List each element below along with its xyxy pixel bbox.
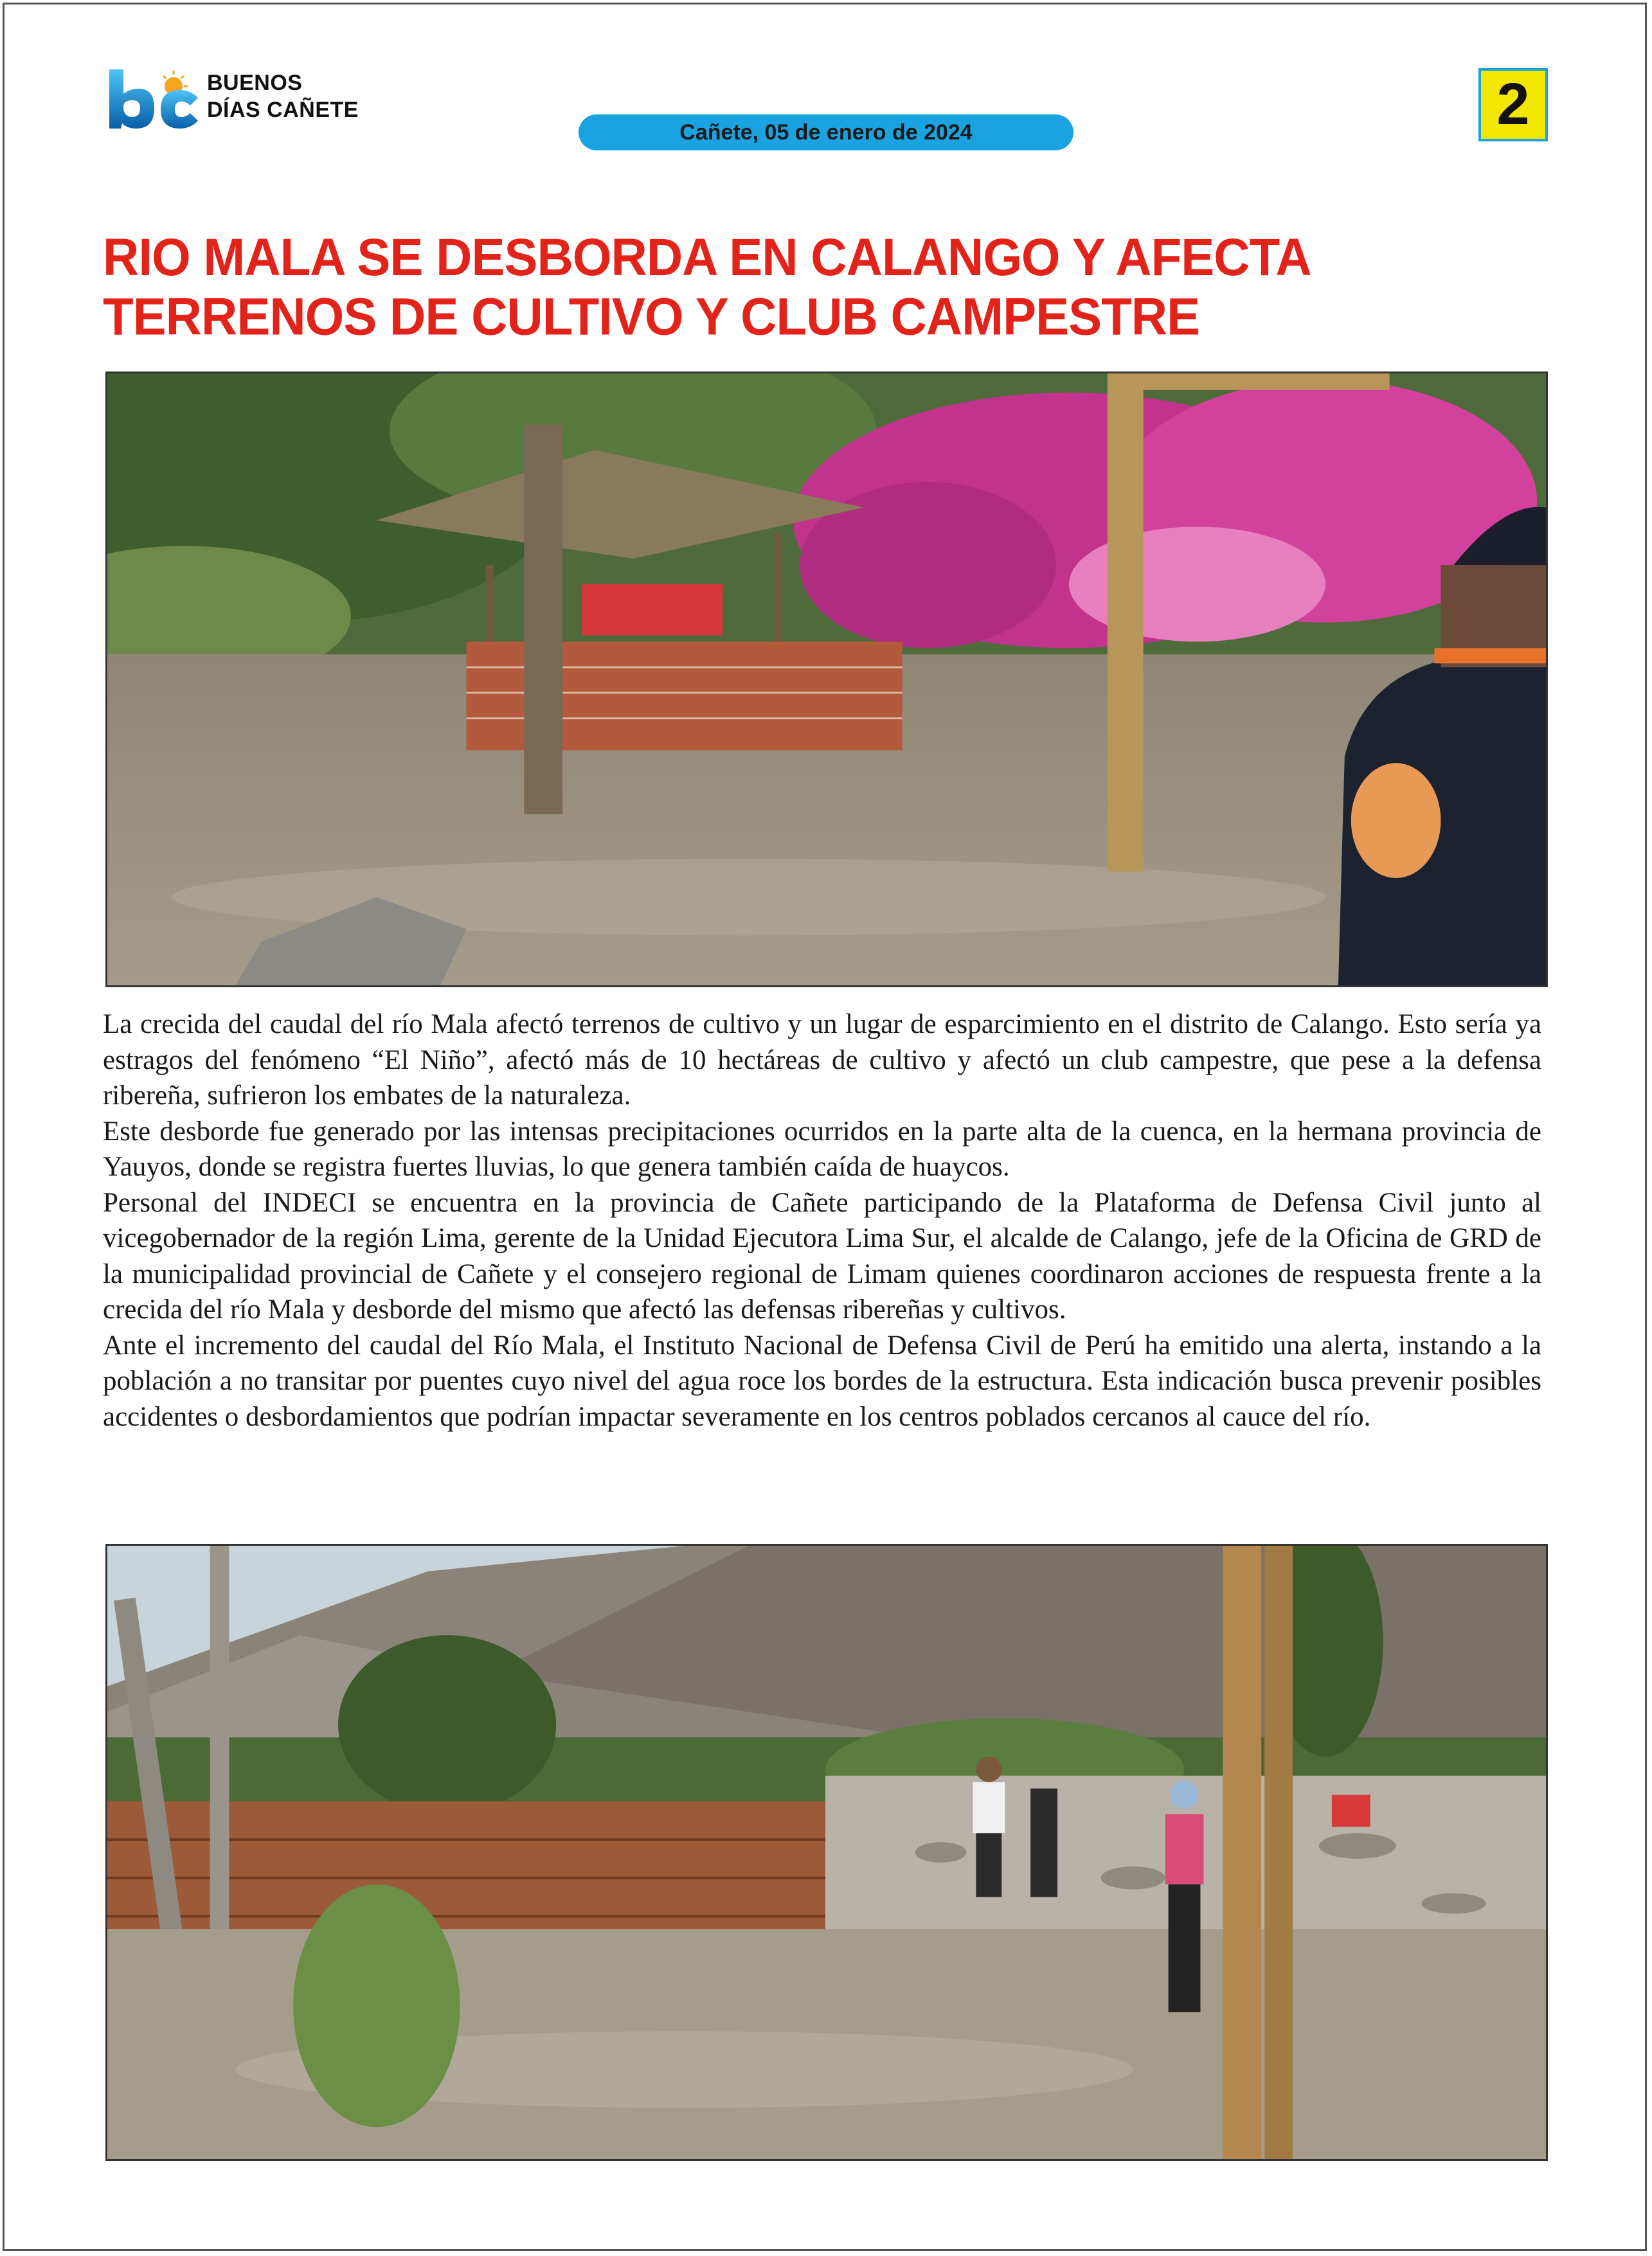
brand-line-2: DÍAS CAÑETE: [207, 98, 359, 122]
paragraph: La crecida del caudal del río Mala afectó terrenos de cultivo y un lugar de esparcimiento en el distrito de Calango. Esto sería ya estragos del fenómeno “El Niño”, afectó más de 10 hectáreas de cultivo y afectó un club campestre, que pese a la defensa ribereña, sufrieron los embates de la naturaleza.: [103, 1009, 1541, 1111]
paragraph: Este desborde fue generado por las intensas precipitaciones ocurridos en la parte alta de la cuenca, en la hermana provincia de Yauyos, donde se registra fuertes lluvias, lo que genera también caída de huaycos.: [103, 1116, 1541, 1182]
brand-name: [207, 69, 359, 123]
page-number: 2: [1478, 68, 1548, 141]
photo-flooded-club: [105, 372, 1548, 987]
headline: RIO MALA SE DESBORDA EN CALANGO Y AFECTA TERRENOS DE CULTIVO Y CLUB CAMPESTRE: [103, 227, 1309, 346]
paragraph: Ante el incremento del caudal del Río Mala, el Instituto Nacional de Defensa Civil de Perú ha emitido una alerta, instando a la población a no transitar por puentes cuyo nivel del agua roce los bordes de la estructura. Esta indicación busca prevenir posibles accidentes o desbordamientos que podrían impactar severamente en los centros poblados cercanos al cauce del río.: [103, 1330, 1541, 1432]
article-body: [103, 1007, 1541, 1435]
brand-line-1: BUENOS: [207, 71, 303, 95]
brand-logo: [104, 66, 201, 136]
issue-date: Cañete, 05 de enero de 2024: [579, 114, 1073, 150]
paragraph: Personal del INDECI se encuentra en la provincia de Cañete participando de la Plataforma de Defensa Civil junto al vicegobernador de la región Lima, gerente de la Unidad Ejecutora Lima Sur, el alcalde de Calango, jefe de la Oficina de GRD de la municipalidad provincial de Cañete y el consejero regional de Limam quienes coordinaron acciones de respuesta frente a la crecida del río Mala y desborde del mismo que afectó las defensas ribereñas y cultivos.: [103, 1187, 1541, 1325]
photo-river-bank: [105, 1544, 1548, 2161]
